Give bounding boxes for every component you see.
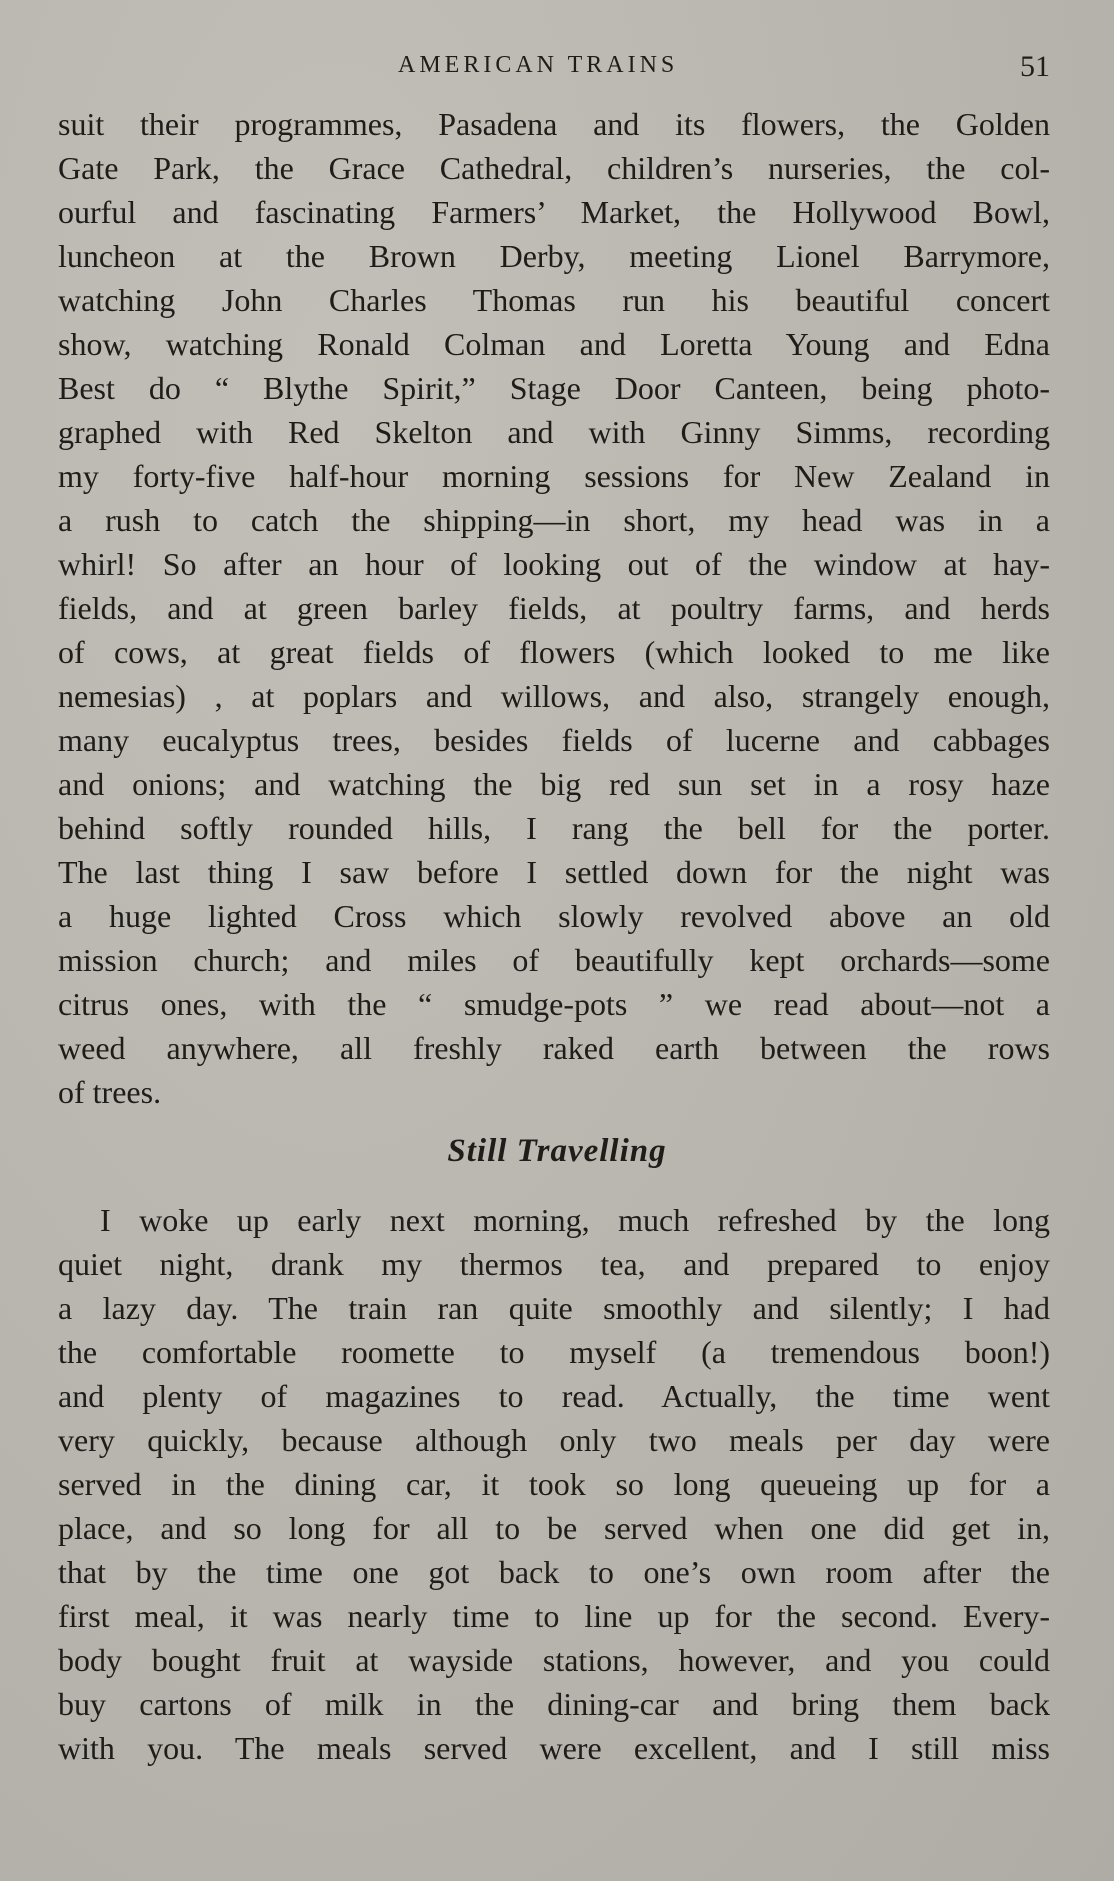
- text-line: graphed with Red Skelton and with Ginny Simms, recording: [58, 414, 1050, 450]
- text-line: weed anywhere, all freshly raked earth between the rows: [58, 1030, 1050, 1066]
- running-title: AMERICAN TRAINS: [398, 52, 679, 78]
- text-line: of cows, at great fields of flowers (which looked to me like: [58, 634, 1050, 670]
- text-line: show, watching Ronald Colman and Loretta Young and Edna: [58, 326, 1050, 362]
- text-line: very quickly, because although only two meals per day were: [58, 1422, 1050, 1458]
- running-header: [0, 48, 1114, 88]
- text-line: a rush to catch the shipping—in short, my head was in a: [58, 502, 1050, 538]
- text-line: whirl! So after an hour of looking out of the window at hay-: [58, 546, 1050, 582]
- text-line: and plenty of magazines to read. Actually, the time went: [58, 1378, 1050, 1414]
- text-line: behind softly rounded hills, I rang the bell for the porter.: [58, 810, 1050, 846]
- text-line: body bought fruit at wayside stations, however, and you could: [58, 1642, 1050, 1678]
- text-line: a lazy day. The train ran quite smoothly and silently; I had: [58, 1290, 1050, 1326]
- text-line: luncheon at the Brown Derby, meeting Lionel Barrymore,: [58, 238, 1050, 274]
- text-line: of trees.: [58, 1074, 162, 1110]
- text-line: citrus ones, with the “ smudge-pots ” we read about—not a: [58, 986, 1050, 1022]
- text-line: and onions; and watching the big red sun set in a rosy haze: [58, 766, 1050, 802]
- text-line: quiet night, drank my thermos tea, and prepared to enjoy: [58, 1246, 1050, 1282]
- text-line: fields, and at green barley fields, at poultry farms, and herds: [58, 590, 1050, 626]
- text-line: a huge lighted Cross which slowly revolved above an old: [58, 898, 1050, 934]
- text-line: served in the dining car, it took so long queueing up for a: [58, 1466, 1050, 1502]
- text-line: that by the time one got back to one’s own room after the: [58, 1554, 1050, 1590]
- text-line: mission church; and miles of beautifully kept orchards—some: [58, 942, 1050, 978]
- text-line: The last thing I saw before I settled down for the night was: [58, 854, 1050, 890]
- text-line: nemesias) , at poplars and willows, and also, strangely enough,: [58, 678, 1050, 714]
- text-line: many eucalyptus trees, besides fields of lucerne and cabbages: [58, 722, 1050, 758]
- text-line: suit their programmes, Pasadena and its flowers, the Golden: [58, 106, 1050, 142]
- paragraph-1: [58, 102, 1050, 1114]
- text-line: first meal, it was nearly time to line up for the second. Every-: [58, 1598, 1050, 1634]
- text-line: Gate Park, the Grace Cathedral, children’s nurseries, the col-: [58, 150, 1050, 186]
- text-line: my forty-five half-hour morning sessions for New Zealand in: [58, 458, 1050, 494]
- text-line: place, and so long for all to be served when one did get in,: [58, 1510, 1050, 1546]
- text-line: ourful and fascinating Farmers’ Market, the Hollywood Bowl,: [58, 194, 1050, 230]
- text-line: buy cartons of milk in the dining-car and bring them back: [58, 1686, 1050, 1722]
- text-line: watching John Charles Thomas run his beautiful concert: [58, 282, 1050, 318]
- text-line: I woke up early next morning, much refreshed by the long: [100, 1202, 1050, 1238]
- text-line: with you. The meals served were excellent, and I still miss: [58, 1730, 1050, 1766]
- text-line: the comfortable roomette to myself (a tremendous boon!): [58, 1334, 1050, 1370]
- text-line: Best do “ Blythe Spirit,” Stage Door Canteen, being photo-: [58, 370, 1050, 406]
- section-heading: Still Travelling: [447, 1133, 667, 1169]
- paragraph-2: [58, 1198, 1050, 1770]
- page-number: 51: [1020, 50, 1050, 83]
